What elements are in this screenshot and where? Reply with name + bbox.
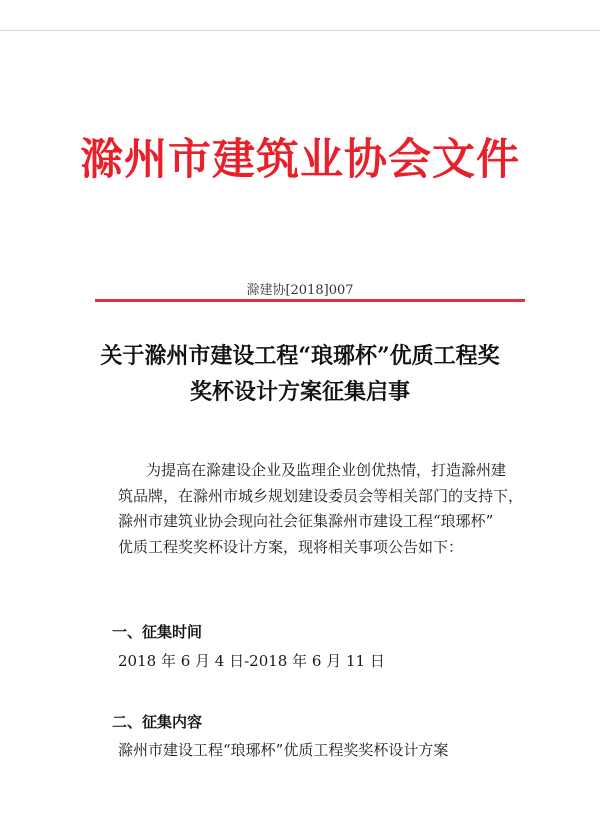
document-number: 滁建协[2018]007 bbox=[246, 283, 354, 298]
page-top-edge bbox=[0, 30, 600, 31]
notice-title bbox=[0, 338, 600, 410]
section-text-collection-time: 2018 年 6 月 4 日-2018 年 6 月 11 日 bbox=[118, 652, 385, 670]
paragraph-line-2: 筑品牌，在滁州市城乡规划建设委员会等相关部门的支持下， bbox=[118, 486, 524, 505]
notice-title-line-2: 奖杯设计方案征集启事 bbox=[189, 379, 410, 405]
document-header-title: 滁州市建筑业协会文件 bbox=[80, 135, 520, 185]
section-heading-collection-content: 二、征集内容 bbox=[112, 713, 203, 731]
paragraph-line-1: 为提高在滁建设企业及监理企业创优热情，打造滁州建 bbox=[146, 461, 507, 479]
red-divider-line bbox=[95, 299, 525, 302]
paragraph-line-4: 优质工程奖奖杯设计方案，现将相关事项公告如下： bbox=[118, 537, 464, 556]
notice-title-line-1: 关于滁州市建设工程“琅琊杯”优质工程奖 bbox=[100, 343, 500, 369]
intro-paragraph bbox=[118, 458, 524, 560]
section-text-collection-content: 滁州市建设工程“琅琊杯”优质工程奖奖杯设计方案 bbox=[118, 741, 449, 759]
paragraph-line-3: 滁州市建筑业协会现向社会征集滁州市建设工程“琅琊杯” bbox=[118, 512, 494, 530]
section-heading-collection-time: 一、征集时间 bbox=[112, 623, 203, 641]
